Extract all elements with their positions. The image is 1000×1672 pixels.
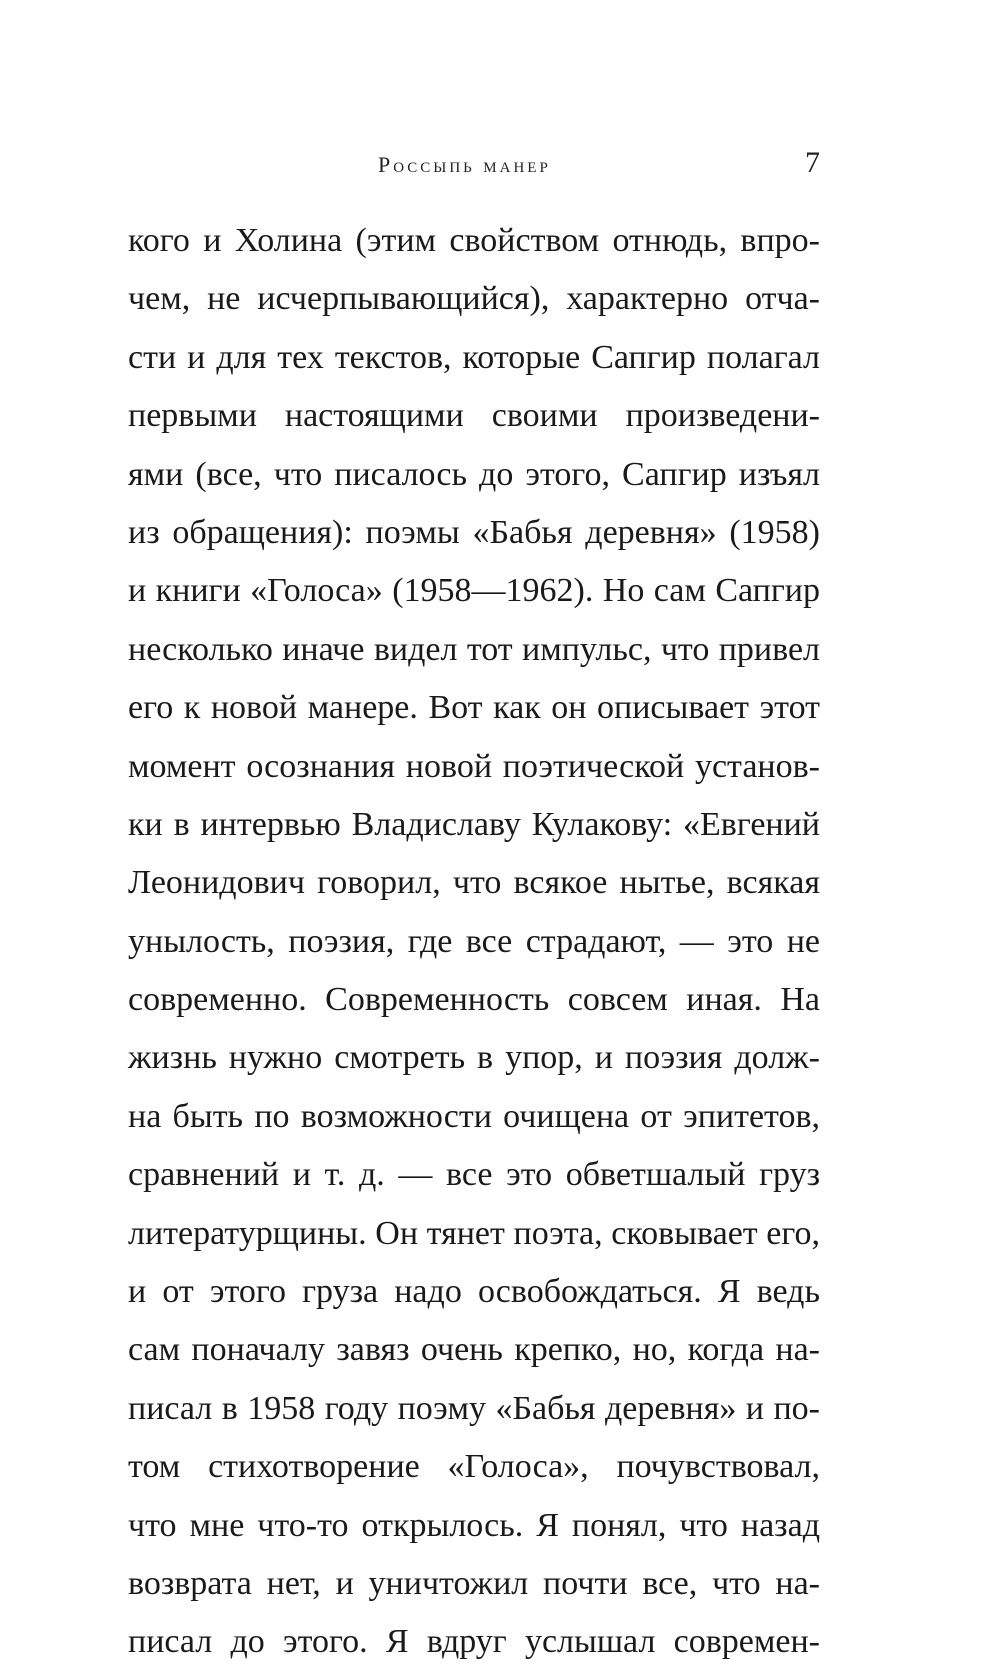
text-line: и от этого груза надо освобождаться. Я ведь bbox=[128, 1273, 820, 1311]
text-line: из обращения): поэмы «Бабья деревня» (1958) bbox=[128, 513, 820, 551]
text-line: ки в интервью Владиславу Кулакову: «Евгений bbox=[128, 805, 820, 843]
body-text bbox=[128, 212, 820, 1672]
text-line: несколько иначе видел тот импульс, что привел bbox=[128, 630, 820, 668]
text-line: литературщины. Он тянет поэта, сковывает его, bbox=[128, 1214, 820, 1252]
text-line: и книги «Голоса» (1958—1962). Но сам Сапгир bbox=[128, 572, 820, 610]
text-line: сти и для тех текстов, которые Сапгир полагал bbox=[128, 338, 820, 376]
text-line: современно. Современность совсем иная. На bbox=[128, 981, 820, 1019]
text-line: возврата нет, и уничтожил почти все, что на- bbox=[128, 1564, 820, 1602]
text-line: писал до этого. Я вдруг услышал современ- bbox=[128, 1623, 820, 1661]
page-number: 7 bbox=[805, 146, 820, 179]
text-line: на быть по возможности очищена от эпитетов, bbox=[128, 1097, 820, 1135]
text-line: сам поначалу завяз очень крепко, но, когда на- bbox=[128, 1331, 820, 1369]
text-line: жизнь нужно смотреть в упор, и поэзия долж- bbox=[128, 1039, 820, 1077]
text-line: писал в 1958 году поэму «Бабья деревня» и по- bbox=[128, 1389, 820, 1427]
text-line: что мне что-то открылось. Я понял, что назад bbox=[128, 1506, 820, 1544]
running-header bbox=[128, 146, 820, 188]
text-line: момент осознания новой поэтической установ- bbox=[128, 747, 820, 785]
running-title: Россыпь манер bbox=[378, 152, 551, 177]
text-line: том стихотворение «Голоса», почувствовал, bbox=[128, 1448, 820, 1486]
text-line: чем, не исчерпывающийся), характерно отча- bbox=[128, 280, 820, 318]
text-line: его к новой манере. Вот как он описывает этот bbox=[128, 689, 820, 727]
text-line: сравнений и т. д. — все это обветшалый груз bbox=[128, 1156, 820, 1194]
text-line: кого и Холина (этим свойством отнюдь, впро- bbox=[128, 222, 820, 259]
text-line: ями (все, что писалось до этого, Сапгир изъял bbox=[128, 455, 820, 493]
text-line: первыми настоящими своими произведени- bbox=[128, 397, 820, 435]
text-line: унылость, поэзия, где все страдают, — это не bbox=[128, 922, 820, 960]
text-line: Леонидович говорил, что всякое нытье, всякая bbox=[128, 864, 820, 902]
